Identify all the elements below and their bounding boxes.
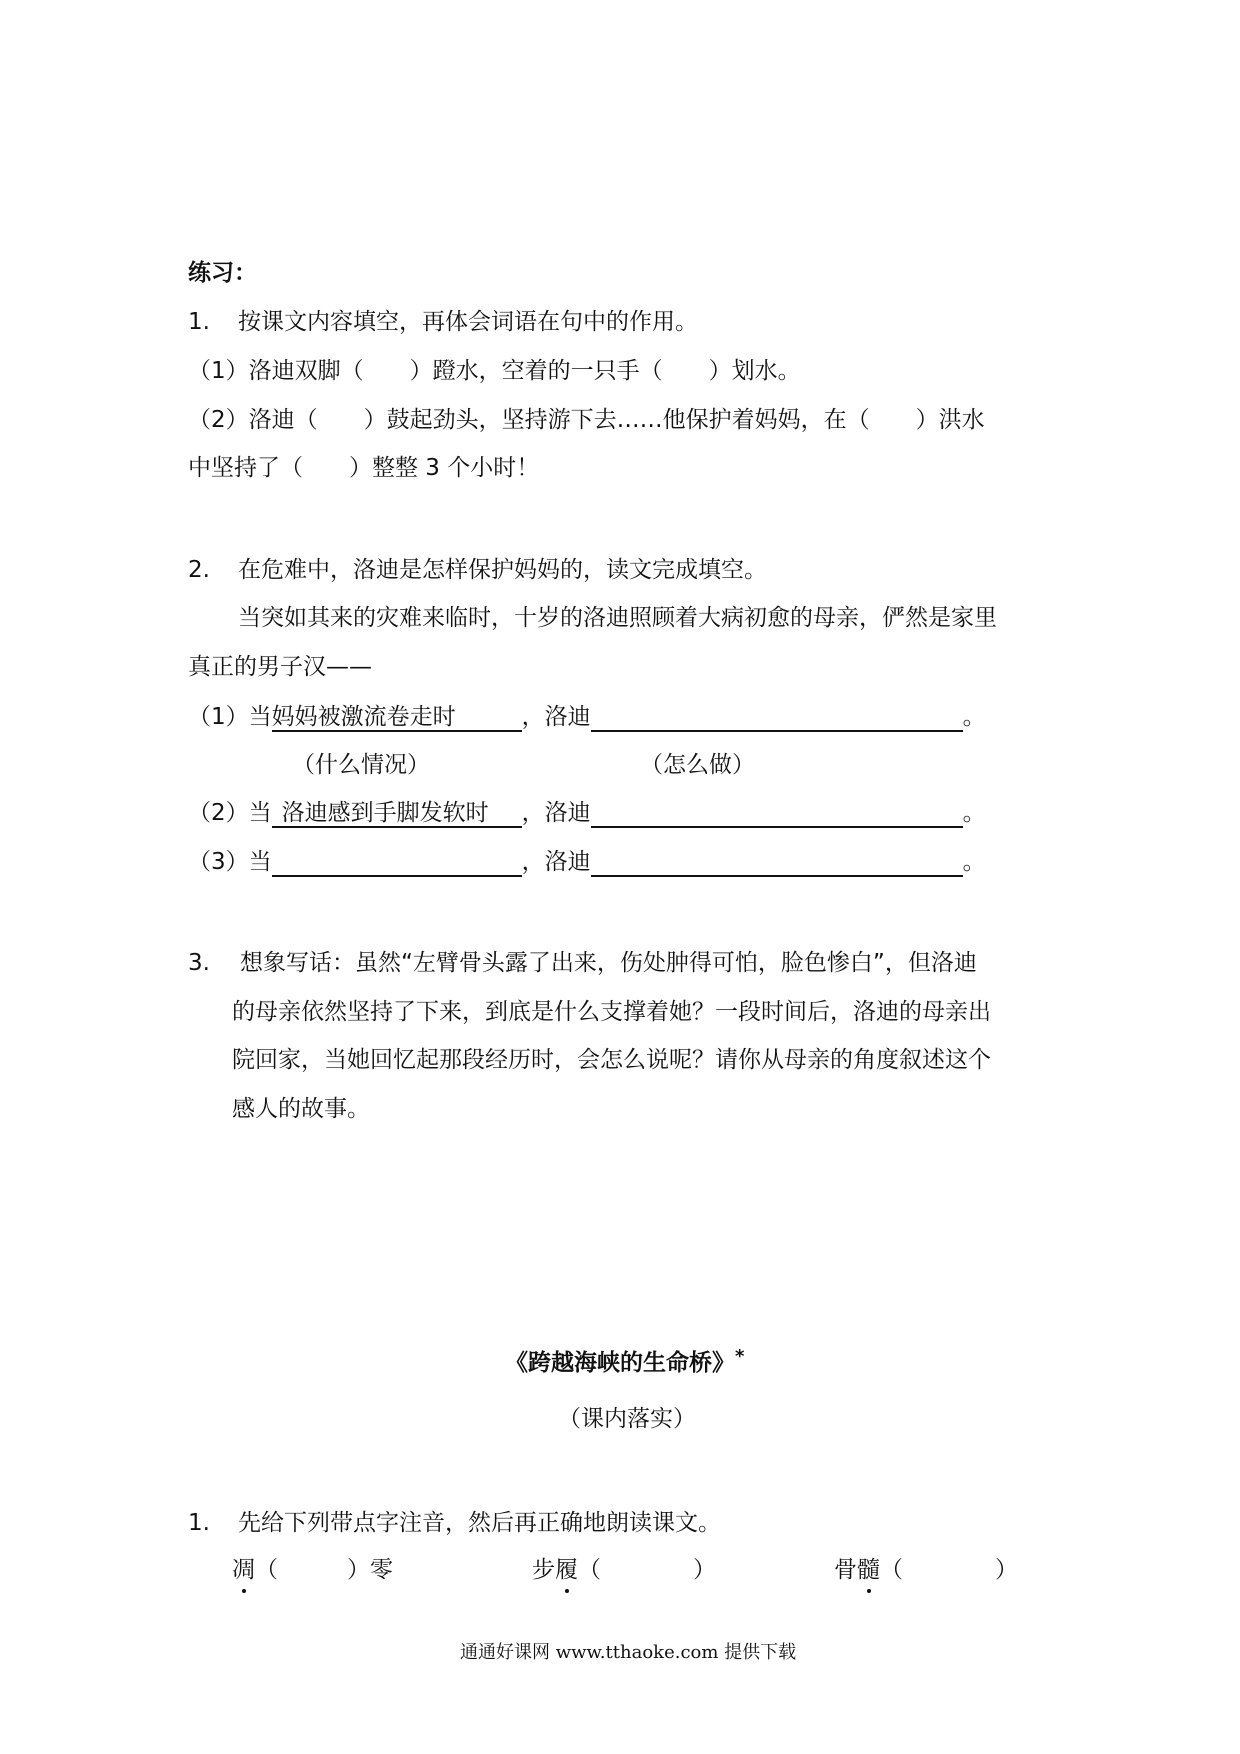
item1-fill[interactable]: 妈妈被激流卷走时 bbox=[272, 704, 522, 732]
lesson-title-text: 《跨越海峡的生命桥》 bbox=[505, 1350, 735, 1376]
hint-action: （怎么做） bbox=[640, 752, 755, 778]
item2-action-blank[interactable] bbox=[591, 800, 963, 828]
word2-head: 步 bbox=[532, 1557, 555, 1583]
word3-head: 骨 bbox=[834, 1557, 857, 1583]
item3-situation-blank[interactable] bbox=[272, 849, 522, 877]
lesson-title-mark: * bbox=[735, 1346, 745, 1367]
dotted-char-sui: 髓 bbox=[857, 1557, 880, 1583]
item2-prefix: （2）当 bbox=[188, 800, 272, 826]
q1-line2: （2）洛迪（ ）鼓起劲头，坚持游下去……他保护着妈妈，在（ ）洪水 bbox=[188, 407, 985, 433]
q2-item2 bbox=[188, 798, 986, 828]
lesson-q1-number: 1. bbox=[188, 1510, 210, 1536]
footer-credit: 通通好课网 www.tthaoke.com 提供下载 bbox=[460, 1642, 797, 1663]
dotted-char-lv: 履 bbox=[555, 1557, 578, 1583]
item2-fill[interactable]: 洛迪感到手脚发软时 bbox=[272, 800, 522, 828]
q3-number: 3. bbox=[188, 950, 210, 976]
q3-line4: 感人的故事。 bbox=[232, 1096, 370, 1122]
q1-line3: 中坚持了（ ）整整 3 个小时！ bbox=[188, 455, 540, 481]
q2-number: 2. bbox=[188, 557, 210, 583]
q2-text: 在危难中，洛迪是怎样保护妈妈的，读文完成填空。 bbox=[238, 557, 767, 583]
word2-paren[interactable]: （ ） bbox=[578, 1557, 716, 1583]
item1-end: 。 bbox=[962, 704, 986, 730]
q3-line3: 院回家，当她回忆起那段经历时，会怎么说呢？请你从母亲的角度叙述这个 bbox=[232, 1047, 991, 1073]
item3-action-blank[interactable] bbox=[591, 849, 963, 877]
word1-paren[interactable]: （ ） bbox=[255, 1557, 370, 1583]
lesson-q1-text: 先给下列带点字注音，然后再正确地朗读课文。 bbox=[238, 1510, 721, 1536]
q1-text: 按课文内容填空，再体会词语在句中的作用。 bbox=[238, 309, 698, 335]
item3-mid: ，洛迪 bbox=[521, 849, 591, 875]
q2-para2: 真正的男子汉—— bbox=[188, 654, 372, 680]
q1-number: 1. bbox=[188, 309, 210, 335]
item1-prefix: （1）当 bbox=[188, 704, 272, 730]
item1-mid: ，洛迪 bbox=[521, 704, 591, 730]
item2-end: 。 bbox=[962, 800, 986, 826]
lesson-subtitle: （课内落实） bbox=[558, 1406, 696, 1432]
item2-mid: ，洛迪 bbox=[521, 800, 591, 826]
q3-line1: 想象写话：虽然“左臂骨头露了出来，伤处肿得可怕，脸色惨白”，但洛迪 bbox=[240, 950, 977, 976]
lesson-title bbox=[505, 1348, 744, 1378]
hint-situation: （什么情况） bbox=[292, 752, 430, 778]
word1-tail: 零 bbox=[370, 1557, 393, 1583]
word3-paren[interactable]: （ ） bbox=[880, 1557, 1018, 1583]
q3-line2: 的母亲依然坚持了下来，到底是什么支撑着她？一段时间后，洛迪的母亲出 bbox=[232, 999, 991, 1025]
exercise-heading: 练习： bbox=[188, 260, 257, 286]
q2-para1: 当突如其来的灾难来临时，十岁的洛迪照顾着大病初愈的母亲，俨然是家里 bbox=[238, 605, 997, 631]
item3-prefix: （3）当 bbox=[188, 849, 272, 875]
item3-end: 。 bbox=[962, 849, 986, 875]
word-diaoling bbox=[232, 1555, 393, 1585]
q2-item1 bbox=[188, 702, 986, 732]
q1-line1: （1）洛迪双脚（ ）蹬水，空着的一只手（ ）划水。 bbox=[188, 358, 801, 384]
word-bulv bbox=[532, 1555, 716, 1585]
item1-action-blank[interactable] bbox=[591, 704, 963, 732]
dotted-char-diao: 凋 bbox=[232, 1557, 255, 1583]
word-gusui bbox=[834, 1555, 1018, 1585]
q2-item3 bbox=[188, 847, 986, 877]
